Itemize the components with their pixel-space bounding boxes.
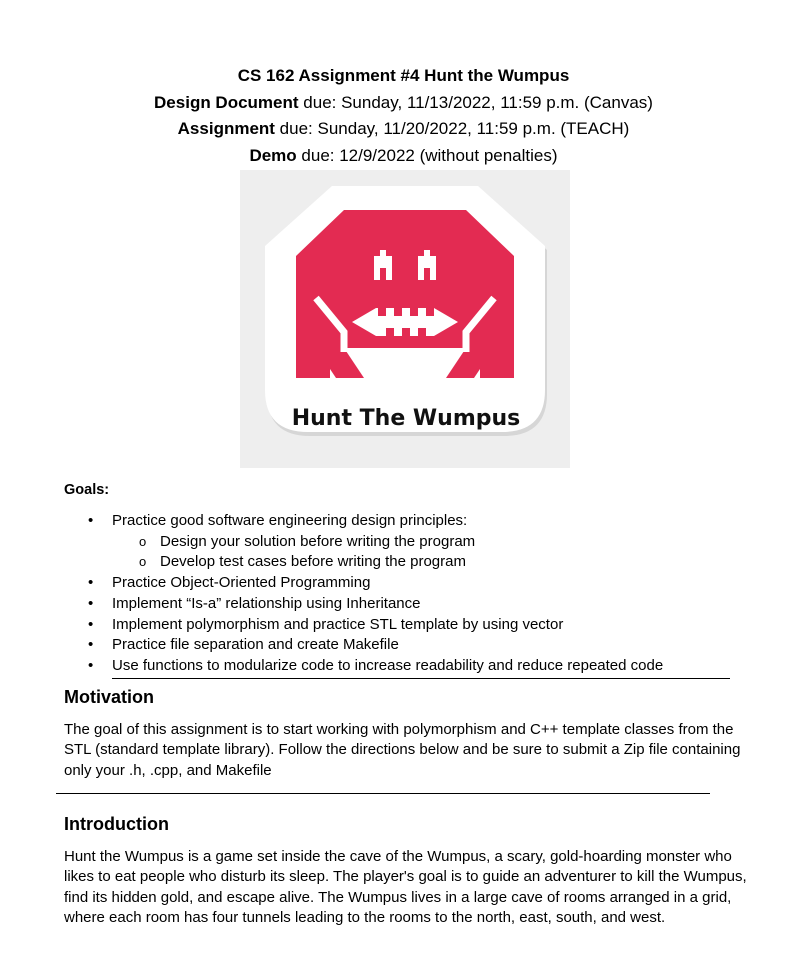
goal-sublist bbox=[112, 532, 744, 573]
goal-item: • Practice Object-Oriented Programming bbox=[64, 573, 744, 594]
assignment-due bbox=[0, 116, 807, 143]
goal-item: • Practice file separation and create Makefile bbox=[64, 635, 744, 656]
motivation-text: The goal of this assignment is to start working with polymorphism and C++ template classes from the STL (standard template library). Follow the directions below and be sure to submit a Zip file containing only your .h, .cpp, and Makefile bbox=[64, 721, 741, 779]
goal-subitem: o Design your solution before writing the program bbox=[112, 532, 744, 553]
demo-date: due: 12/9/2022 (without penalties) bbox=[296, 145, 558, 165]
goal-item: • Implement polymorphism and practice STL template by using vector bbox=[64, 615, 744, 636]
design-document-label: Design Document bbox=[154, 92, 299, 112]
introduction-text: Hunt the Wumpus is a game set inside the cave of the Wumpus, a scary, gold-hoarding monster who likes to eat people who disturb its sleep. The player's goal is to guide an adventurer to kill the Wumpus, find its hidden gold, and escape alive. The Wumpus lives in a large cave of rooms arranged in a grid, where each room has four tunnels leading to the rooms to the north, east, south, and west. bbox=[64, 848, 747, 926]
goal-item bbox=[64, 511, 744, 573]
goal-item-text: Practice good software engineering design principles: bbox=[112, 512, 468, 529]
goals-list bbox=[64, 511, 744, 677]
assignment-date: due: Sunday, 11/20/2022, 11:59 p.m. (TEACH) bbox=[274, 119, 630, 138]
goal-subitem: o Develop test cases before writing the program bbox=[112, 552, 744, 573]
section-divider bbox=[56, 793, 710, 794]
demo-due bbox=[0, 143, 807, 170]
goals-heading: Goals: bbox=[64, 482, 110, 498]
introduction-heading: Introduction bbox=[64, 814, 169, 834]
document-title: CS 162 Assignment #4 Hunt the Wumpus bbox=[237, 66, 570, 85]
demo-label: Demo bbox=[249, 145, 297, 165]
section-divider bbox=[112, 678, 730, 679]
document-header bbox=[0, 63, 807, 169]
wumpus-logo-image bbox=[240, 170, 570, 468]
assignment-label: Assignment bbox=[177, 119, 275, 138]
motivation-heading: Motivation bbox=[64, 687, 154, 707]
design-document-due bbox=[0, 90, 807, 117]
goal-item: • Use functions to modularize code to increase readability and reduce repeated code bbox=[64, 656, 744, 677]
goal-item: • Implement “Is-a” relationship using Inheritance bbox=[64, 594, 744, 615]
design-document-date: due: Sunday, 11/13/2022, 11:59 p.m. (Canvas) bbox=[298, 92, 653, 112]
logo-caption: Hunt The Wumpus bbox=[291, 406, 521, 431]
